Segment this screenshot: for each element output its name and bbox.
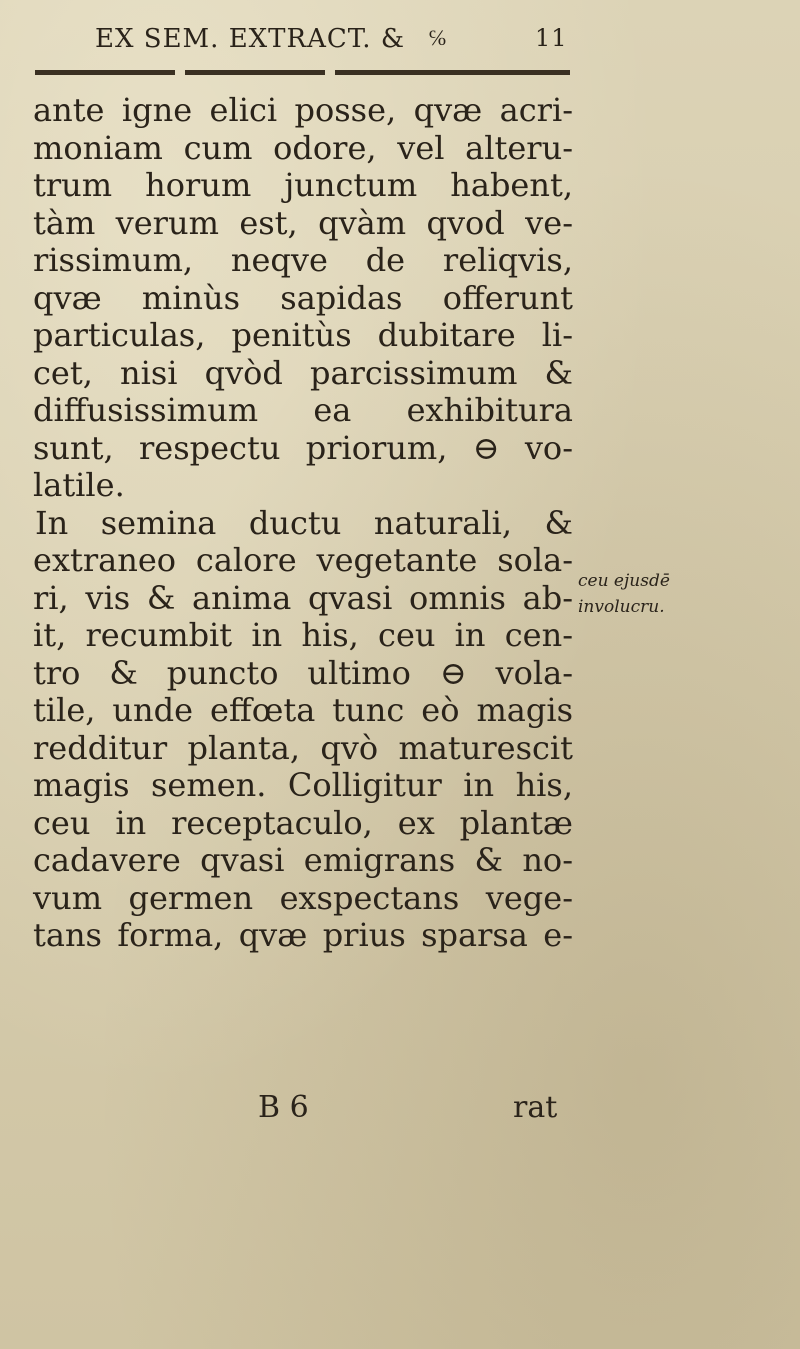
text-line: vum germen exspectans vege-: [33, 878, 573, 917]
text-line: tile, unde effœta tunc eò magis: [33, 691, 573, 729]
page-footer: [33, 1090, 573, 1130]
text-line: rissimum, neqve de reliqvis,: [33, 241, 573, 279]
text-line: tans forma, qvæ prius sparsa e-: [33, 916, 573, 954]
running-head-title: EX SEM. EXTRACT. &: [95, 24, 405, 54]
text-line: ceu in receptaculo, ex plantæ: [33, 803, 573, 842]
text-line: particulas, penitùs dubitare li-: [33, 316, 573, 354]
text-line: sunt, respectu priorum, ⊖ vo-: [33, 428, 573, 467]
marginal-note: [578, 568, 793, 620]
marginal-note-line: involucru.: [578, 597, 665, 617]
text-line: tro & puncto ultimo ⊖ vola-: [33, 653, 573, 692]
text-line: extraneo calore vegetante sola-: [33, 541, 573, 579]
text-line: In semina ductu naturali, &: [35, 503, 573, 542]
running-head: [95, 24, 575, 54]
text-line: redditur planta, qvò maturescit: [33, 728, 573, 767]
text-line: tàm verum est, qvàm qvod ve-: [33, 203, 573, 242]
header-rule: [35, 70, 570, 75]
text-line: cadavere qvasi emigrans & no-: [33, 841, 573, 879]
text-line: diffusissimum ea exhibitura: [33, 391, 573, 429]
marginal-note-line: ceu ejusdē: [578, 571, 670, 591]
text-line: ri, vis & anima qvasi omnis ab-: [33, 578, 573, 617]
text-line: latile.: [33, 466, 125, 504]
page-number: 11: [535, 24, 568, 52]
text-line: moniam cum odore, vel alteru-: [33, 128, 573, 167]
text-line: magis semen. Colligitur in his,: [33, 766, 573, 804]
text-line: trum horum junctum habent,: [33, 166, 573, 204]
signature-mark: B 6: [258, 1090, 309, 1125]
catchword: rat: [513, 1090, 558, 1125]
text-line: it, recumbit in his, ceu in cen-: [33, 616, 573, 654]
text-line: ante igne elici posse, qvæ acri-: [33, 91, 573, 129]
text-line: cet, nisi qvòd parcissimum &: [33, 353, 573, 392]
text-line: qvæ minùs sapidas offerunt: [33, 278, 573, 317]
body-text: [33, 92, 573, 955]
alchemical-symbol-icon: ℅: [428, 26, 448, 51]
